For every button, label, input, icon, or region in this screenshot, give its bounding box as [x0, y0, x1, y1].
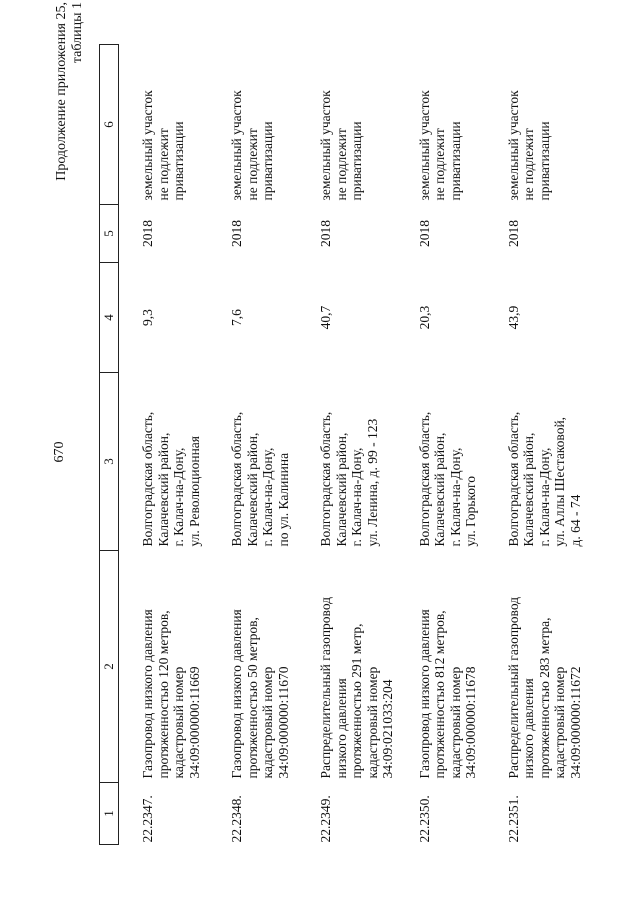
- continuation-note: [54, 2, 86, 181]
- table-row: [208, 45, 297, 845]
- object-year: 2018: [229, 220, 244, 247]
- column-number-row: [100, 45, 119, 845]
- object-name: Газопровод низкого давления протяженностью 120 метров, кадастровый номер 34:09:000000:11669: [140, 609, 202, 779]
- object-note: земельный участок не подлежит приватизации: [505, 90, 552, 201]
- object-address: Волгоградская область, Калачевский район, г. Калач-на-Дону, по ул. Калинина: [229, 411, 291, 547]
- column-header-4: 4: [100, 263, 119, 373]
- object-note: земельный участок не подлежит приватизации: [416, 90, 463, 201]
- row-number: 22.2347.: [140, 795, 155, 843]
- object-name: Распределительный газопровод низкого давления протяженностью 283 метра, кадастровый номер 34:09:000000:11672: [505, 596, 583, 779]
- continuation-line-2: таблицы 1: [70, 2, 85, 64]
- object-address: Волгоградская область, Калачевский район, г. Калач-на-Дону, ул. Ленина, д. 99 - 123: [318, 411, 380, 547]
- column-header-3: 3: [100, 373, 119, 551]
- object-area: 40,7: [318, 305, 333, 330]
- object-area: 9,3: [140, 309, 155, 326]
- column-header-6: 6: [100, 45, 119, 205]
- object-area: 20,3: [416, 305, 432, 330]
- object-address: Волгоградская область, Калачевский район, г. Калач-на-Дону, ул. Горького: [416, 411, 478, 547]
- table-row: [485, 45, 584, 845]
- row-number: 22.2350.: [416, 795, 432, 843]
- object-year: 2018: [318, 220, 333, 247]
- column-header-1: 1: [100, 783, 119, 845]
- objects-table: [99, 44, 583, 845]
- table-row: [396, 45, 485, 845]
- object-note: земельный участок не подлежит приватизации: [229, 90, 275, 201]
- row-number: 22.2349.: [318, 795, 333, 843]
- object-year: 2018: [505, 220, 521, 247]
- page-number: 670: [52, 441, 67, 463]
- object-name: Распределительный газопровод низкого давления протяженностью 291 метр, кадастровый номер 34:09:021033:204: [318, 596, 395, 779]
- object-year: 2018: [140, 220, 155, 247]
- object-area: 7,6: [229, 309, 244, 326]
- object-name: Газопровод низкого давления протяженностью 50 метров, кадастровый номер 34:09:000000:11670: [229, 609, 291, 779]
- row-number: 22.2351.: [505, 795, 521, 843]
- object-address: Волгоградская область, Калачевский район, г. Калач-на-Дону, ул. Революционная: [140, 411, 202, 547]
- table-row: [119, 45, 209, 845]
- row-number: 22.2348.: [229, 795, 244, 843]
- object-name: Газопровод низкого давления протяженностью 812 метров, кадастровый номер 34:09:000000:11678: [416, 609, 478, 779]
- object-area: 43,9: [505, 305, 521, 330]
- object-address: Волгоградская область, Калачевский район, г. Калач-на-Дону, ул. Аллы Шестаковой, д. 64 - 74: [505, 411, 583, 547]
- column-header-5: 5: [100, 205, 119, 263]
- object-year: 2018: [416, 220, 432, 247]
- table-row: [297, 45, 396, 845]
- object-note: земельный участок не подлежит приватизации: [140, 90, 186, 201]
- object-note: земельный участок не подлежит приватизации: [318, 90, 364, 201]
- column-header-2: 2: [100, 551, 119, 783]
- continuation-line-1: Продолжение приложения 25,: [54, 2, 69, 181]
